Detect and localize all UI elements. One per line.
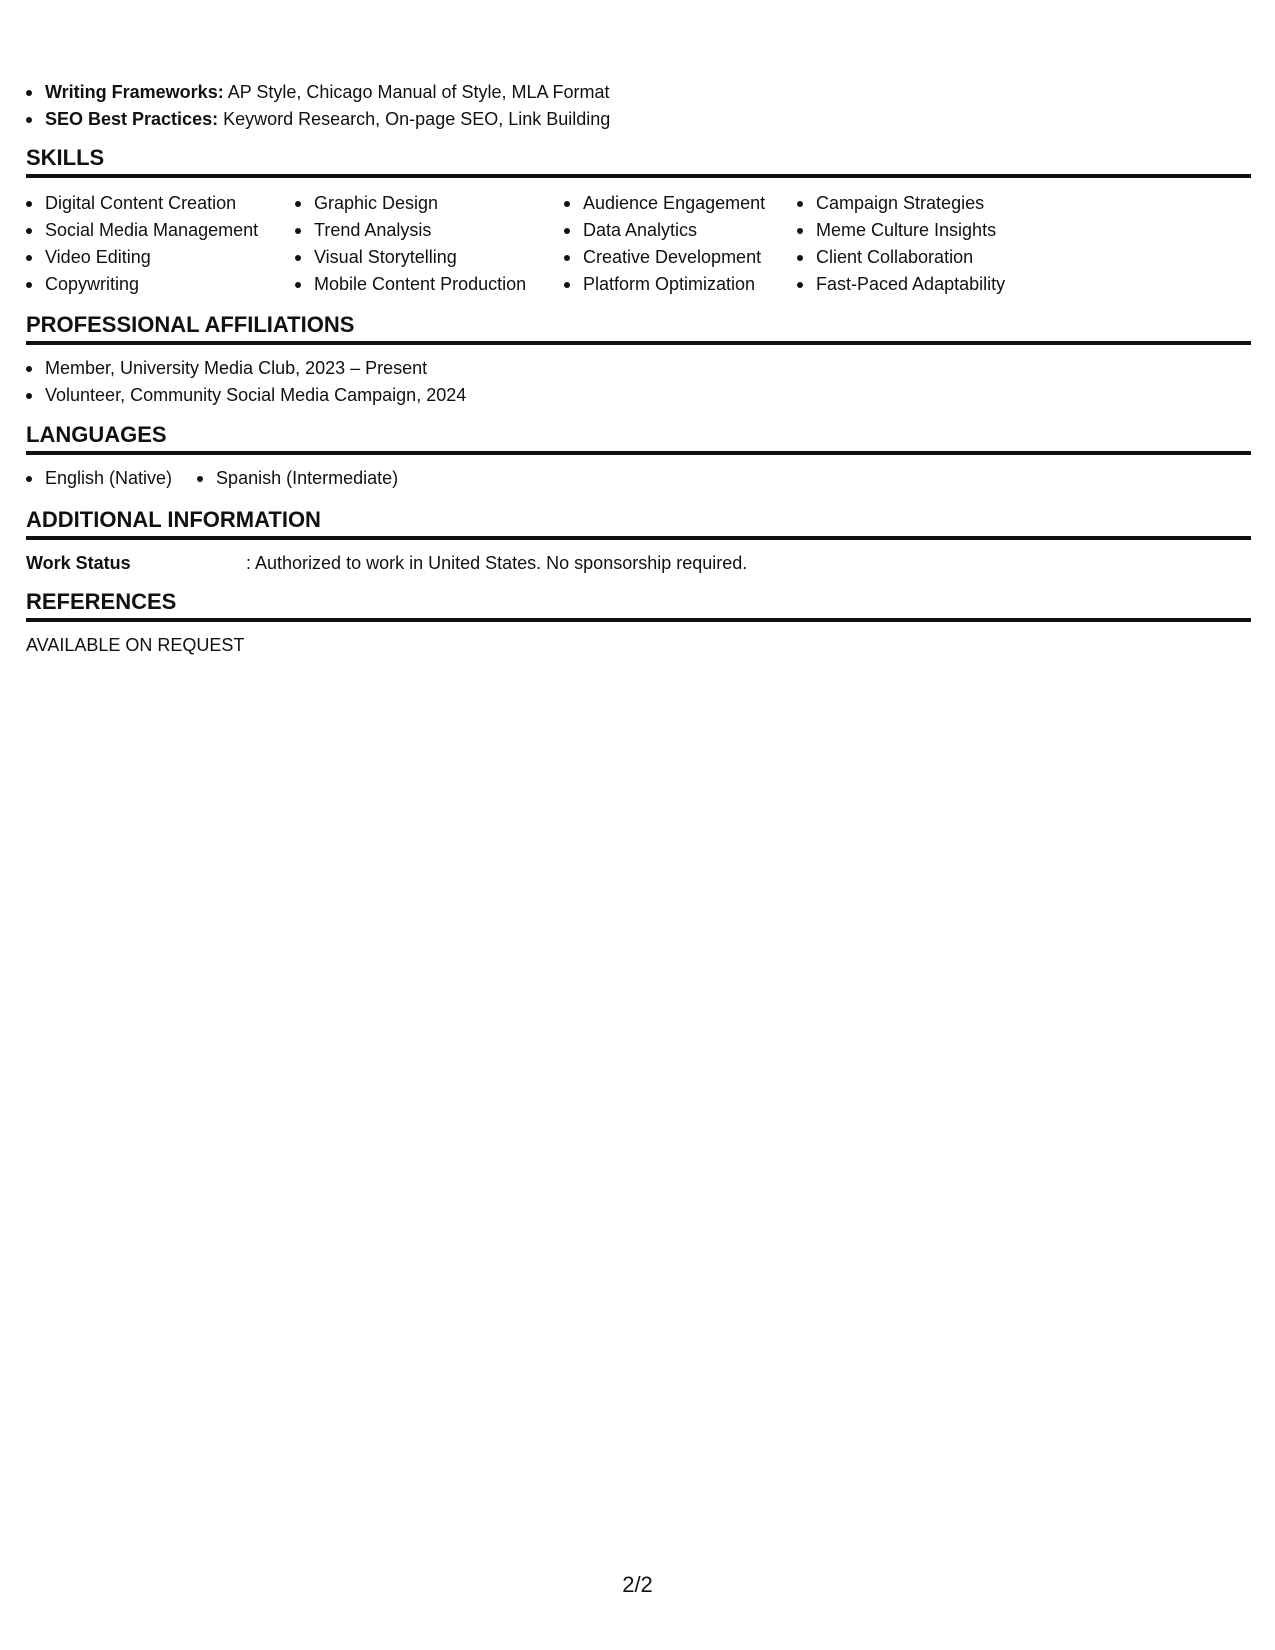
item-label: Writing Frameworks: bbox=[45, 82, 224, 102]
additional-info-heading: ADDITIONAL INFORMATION bbox=[26, 507, 1251, 540]
skill-item: Client Collaboration bbox=[797, 244, 1057, 271]
language-item: Spanish (Intermediate) bbox=[197, 465, 398, 492]
skill-item: Data Analytics bbox=[564, 217, 797, 244]
skill-item: Fast-Paced Adaptability bbox=[797, 271, 1057, 298]
skill-item: Mobile Content Production bbox=[295, 271, 564, 298]
affiliations-list bbox=[26, 355, 466, 409]
list-item bbox=[26, 106, 610, 133]
work-status-label: Work Status bbox=[26, 553, 131, 573]
skills-column bbox=[295, 190, 564, 298]
skill-item: Meme Culture Insights bbox=[797, 217, 1057, 244]
skill-item: Creative Development bbox=[564, 244, 797, 271]
skill-item: Copywriting bbox=[26, 271, 295, 298]
skill-item: Trend Analysis bbox=[295, 217, 564, 244]
languages-heading: LANGUAGES bbox=[26, 422, 1251, 455]
skill-item: Social Media Management bbox=[26, 217, 295, 244]
list-item bbox=[26, 79, 610, 106]
page-number: 2/2 bbox=[622, 1572, 653, 1597]
skills-column bbox=[797, 190, 1057, 298]
affiliation-item: Volunteer, Community Social Media Campaign, 2024 bbox=[26, 382, 466, 409]
skill-item: Video Editing bbox=[26, 244, 295, 271]
language-item: English (Native) bbox=[26, 465, 172, 492]
skill-item: Digital Content Creation bbox=[26, 190, 295, 217]
item-label: SEO Best Practices: bbox=[45, 109, 219, 129]
skills-heading: SKILLS bbox=[26, 145, 1251, 178]
work-status-value: : Authorized to work in United States. No sponsorship required. bbox=[246, 553, 748, 573]
skill-item: Visual Storytelling bbox=[295, 244, 564, 271]
affiliations-heading: PROFESSIONAL AFFILIATIONS bbox=[26, 312, 1251, 345]
skill-item: Audience Engagement bbox=[564, 190, 797, 217]
skill-item: Campaign Strategies bbox=[797, 190, 1057, 217]
skills-column bbox=[564, 190, 797, 298]
work-status-row bbox=[26, 550, 747, 576]
skill-item: Graphic Design bbox=[295, 190, 564, 217]
skills-column bbox=[26, 190, 295, 298]
tools-list bbox=[26, 79, 610, 133]
languages-list bbox=[26, 465, 423, 492]
skills-grid bbox=[26, 190, 1057, 298]
skill-item: Platform Optimization bbox=[564, 271, 797, 298]
item-text: AP Style, Chicago Manual of Style, MLA Format bbox=[223, 82, 610, 102]
item-text: Keyword Research, On-page SEO, Link Building bbox=[218, 109, 611, 129]
references-heading: REFERENCES bbox=[26, 589, 1251, 622]
references-text: AVAILABLE ON REQUEST bbox=[26, 635, 245, 655]
affiliation-item: Member, University Media Club, 2023 – Present bbox=[26, 355, 466, 382]
